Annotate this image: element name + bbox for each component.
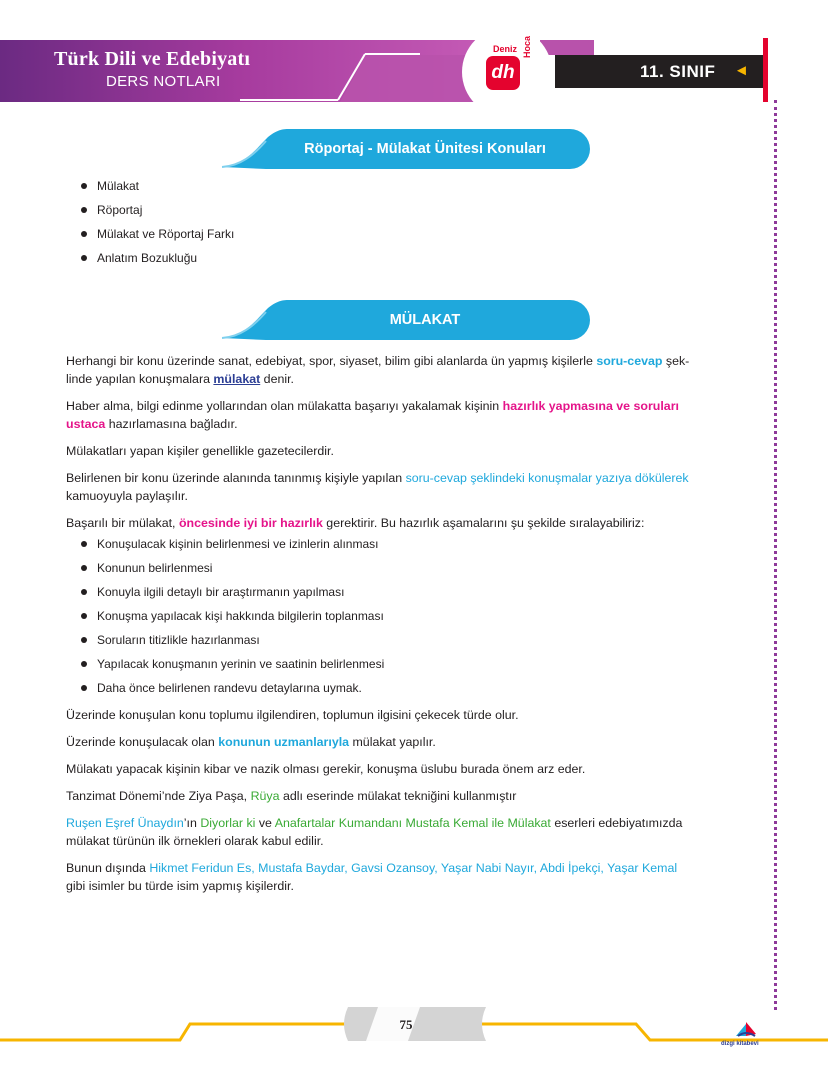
- text: Başarılı bir mülakat,: [66, 516, 179, 530]
- highlight: öncesinde iyi bir hazırlık: [178, 516, 323, 530]
- highlight: soru-cevap: [596, 354, 663, 368]
- page-footer: [0, 1000, 828, 1078]
- grade-arrow-icon: ◄: [734, 62, 749, 79]
- page-header: [0, 0, 828, 110]
- logo-mark: dh: [491, 62, 515, 83]
- text: adlı eserinde mülakat tekniğini kullanmıştır: [279, 789, 517, 803]
- text: mülakat yapılır.: [349, 735, 436, 749]
- text: ve: [255, 816, 275, 830]
- text: ’ın: [183, 816, 201, 830]
- author-name: Ruşen Eşref Ünaydın: [66, 816, 184, 830]
- paragraph: [66, 814, 748, 850]
- author-names: Hikmet Feridun Es, Mustafa Baydar, Gavsi Ozansoy, Yaşar Nabi Nayır, Abdi İpekçi, Yaşar Kemal: [149, 861, 678, 875]
- paragraph: [66, 397, 748, 433]
- paragraph: [66, 469, 748, 505]
- logo-side-text: Hoca: [522, 35, 532, 58]
- text: denir.: [260, 372, 294, 386]
- publisher-name: dizgi kitabevi: [721, 1041, 759, 1047]
- paragraph: Mülakatı yapacak kişinin kibar ve nazik olması gerekir, konuşma üslubu burada önem arz eder.: [66, 762, 586, 776]
- side-red-bar: [763, 38, 768, 102]
- text: linde yapılan konuşmalara: [66, 372, 214, 386]
- highlight: hazırlık yapmasına ve soruları: [502, 399, 679, 413]
- paragraph: Mülakatları yapan kişiler genellikle gazetecilerdir.: [66, 444, 334, 458]
- work-title: Diyorlar ki: [200, 816, 256, 830]
- list-item: Yapılacak konuşmanın yerinin ve saatinin belirlenmesi: [80, 652, 748, 676]
- paragraph: [66, 787, 748, 805]
- grade-label: 11. SINIF: [640, 62, 716, 81]
- list-item: Konunun belirlenmesi: [80, 556, 748, 580]
- paragraph: [66, 352, 748, 388]
- paragraph: [66, 859, 748, 895]
- text: hazırlamasına bağladır.: [105, 417, 238, 431]
- work-title: Anafartalar Kumandanı Mustafa Kemal ile Mülakat: [274, 816, 551, 830]
- list-item: Konuşma yapılacak kişi hakkında bilgilerin toplanması: [80, 604, 748, 628]
- text: Üzerinde konuşulacak olan: [66, 735, 219, 749]
- subject-subtitle: DERS NOTLARI: [106, 73, 221, 90]
- list-item: Daha önce belirlenen randevu detaylarına uymak.: [80, 676, 748, 700]
- list-item: Konuyla ilgili detaylı bir araştırmanın yapılması: [80, 580, 748, 604]
- keyword: mülakat: [213, 372, 261, 386]
- highlight: soru-cevap şeklindeki konuşmalar yazıya dökülerek: [405, 471, 689, 485]
- paragraph: [66, 514, 748, 532]
- subject-title: Türk Dili ve Edebiyatı: [54, 48, 251, 70]
- text: gibi isimler bu türde isim yapmış kişilerdir.: [66, 879, 294, 893]
- mulakat-banner-title: MÜLAKAT: [389, 312, 461, 328]
- topics-banner-title: Röportaj - Mülakat Ünitesi Konuları: [304, 141, 546, 157]
- list-item: Soruların titizlikle hazırlanması: [80, 628, 748, 652]
- article-body: [66, 352, 748, 904]
- paragraph: [66, 733, 748, 751]
- side-dotted-line: [774, 100, 777, 1010]
- text: kamuoyuyla paylaşılır.: [66, 489, 188, 503]
- text: Belirlenen bir konu üzerinde alanında tanınmış kişiyle yapılan: [66, 471, 406, 485]
- text: eserleri edebiyatımızda: [550, 816, 683, 830]
- topics-banner: [220, 129, 590, 169]
- topics-list: [80, 174, 234, 270]
- text: Haber alma, bilgi edinme yollarından olan mülakatta başarıyı yakalamak kişinin: [66, 399, 503, 413]
- text: şek-: [662, 354, 690, 368]
- list-item: Konuşulacak kişinin belirlenmesi ve izinlerin alınması: [80, 532, 748, 556]
- paragraph: Üzerinde konuşulan konu toplumu ilgilendiren, toplumun ilgisini çekecek türde olur.: [66, 708, 519, 722]
- preparation-steps-list: [80, 532, 748, 700]
- list-item: Mülakat ve Röportaj Farkı: [80, 222, 234, 246]
- highlight: konunun uzmanlarıyla: [218, 735, 350, 749]
- text: Tanzimat Dönemi’nde Ziya Paşa,: [66, 789, 251, 803]
- page-number: 75: [399, 1017, 413, 1032]
- mulakat-banner: [220, 300, 590, 340]
- text: Bunun dışında: [66, 861, 150, 875]
- text: Herhangi bir konu üzerinde sanat, edebiyat, spor, siyaset, bilim gibi alanlarda ün yapmış kişilerle: [66, 354, 597, 368]
- text: mülakat türünün ilk örnekleri olarak kabul edilir.: [66, 834, 324, 848]
- list-item: Röportaj: [80, 198, 234, 222]
- work-title: Rüya: [250, 789, 280, 803]
- list-item: Mülakat: [80, 174, 234, 198]
- text: gerektirir. Bu hazırlık aşamalarını şu şekilde sıralayabiliriz:: [322, 516, 645, 530]
- logo-top-text: Deniz: [493, 44, 518, 54]
- footer-graphic: [0, 1000, 828, 1078]
- publisher-logo-icon: [736, 1022, 756, 1036]
- list-item: Anlatım Bozukluğu: [80, 246, 234, 270]
- highlight: ustaca: [66, 417, 106, 431]
